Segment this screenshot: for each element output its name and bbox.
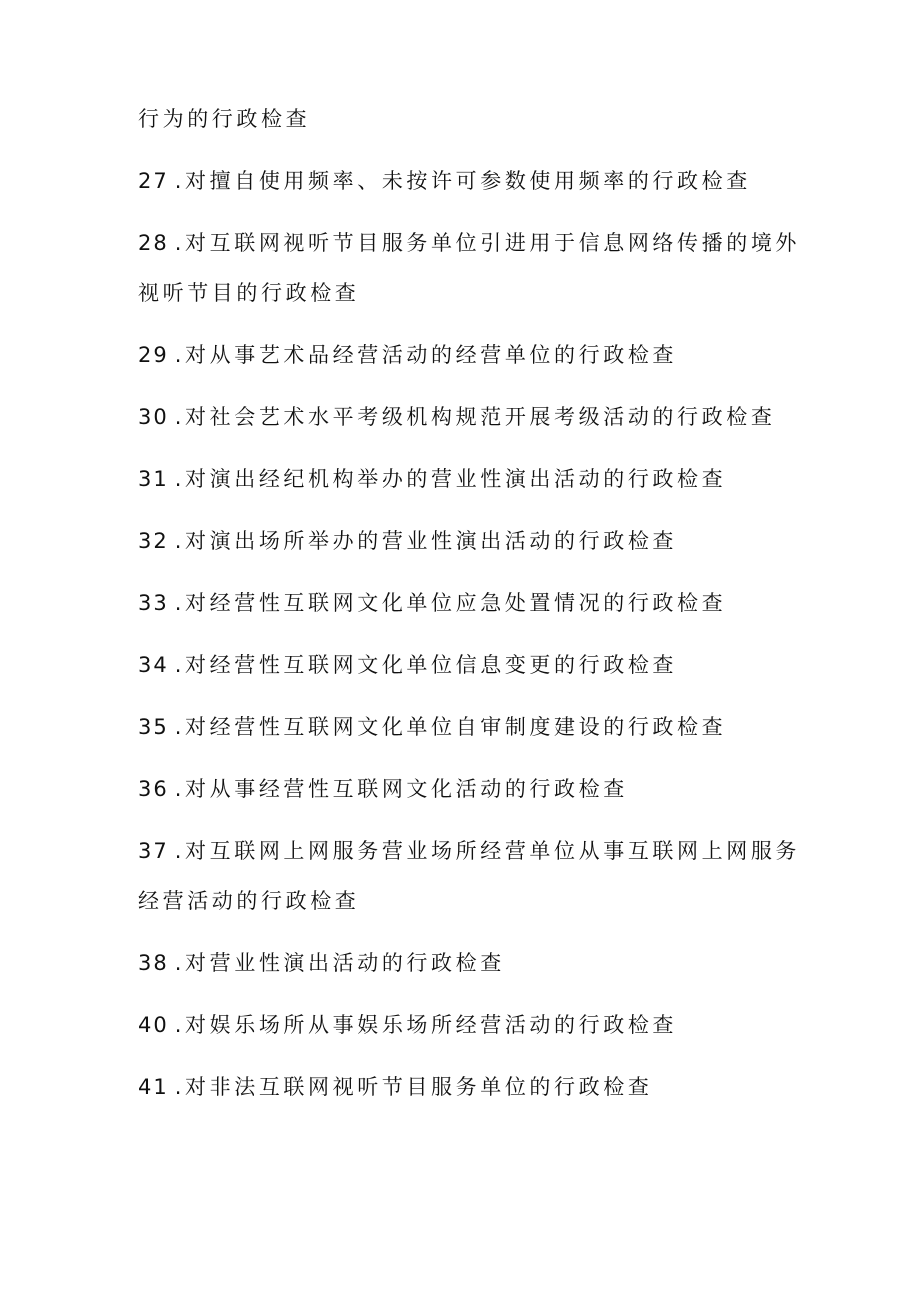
item-number: 36: [138, 777, 169, 801]
item-text: 对经营性互联网文化单位信息变更的行政检查: [185, 653, 678, 677]
item-text: 对营业性演出活动的行政检查: [185, 951, 505, 975]
list-item-32: [138, 522, 788, 560]
item-text: 对演出经纪机构举办的营业性演出活动的行政检查: [185, 467, 727, 491]
item-number: 27: [138, 169, 169, 193]
item-text: 行为的行政检查: [138, 107, 311, 131]
list-item-28-continued: [138, 274, 788, 312]
item-separator: .: [174, 231, 186, 255]
list-item-37-continued: [138, 882, 788, 920]
item-number: 37: [138, 839, 169, 863]
item-separator: .: [174, 777, 186, 801]
item-number: 30: [138, 405, 169, 429]
item-text: 对擅自使用频率、未按许可参数使用频率的行政检查: [185, 169, 751, 193]
item-separator: .: [174, 529, 186, 553]
item-separator: .: [174, 1013, 186, 1037]
list-item-27: [138, 162, 788, 200]
item-text: 对互联网上网服务营业场所经营单位从事互联网上网服务: [185, 839, 801, 863]
item-separator: .: [174, 591, 186, 615]
list-item-33: [138, 584, 788, 622]
item-number: 29: [138, 343, 169, 367]
item-separator: .: [174, 405, 186, 429]
item-number: 28: [138, 231, 169, 255]
item-separator: .: [174, 467, 186, 491]
list-item-35: [138, 708, 788, 746]
list-item-40: [138, 1006, 788, 1044]
item-text-continued: 视听节目的行政检查: [138, 281, 360, 305]
item-text: 对经营性互联网文化单位应急处置情况的行政检查: [185, 591, 727, 615]
item-separator: .: [174, 951, 186, 975]
item-text: 对演出场所举办的营业性演出活动的行政检查: [185, 529, 678, 553]
item-number: 32: [138, 529, 169, 553]
item-text: 对从事艺术品经营活动的经营单位的行政检查: [185, 343, 678, 367]
list-item-38: [138, 944, 788, 982]
item-separator: .: [174, 715, 186, 739]
item-separator: .: [174, 1075, 186, 1099]
item-separator: .: [174, 839, 186, 863]
list-item-36: [138, 770, 788, 808]
item-text: 对社会艺术水平考级机构规范开展考级活动的行政检查: [185, 405, 776, 429]
list-item-30: [138, 398, 788, 436]
item-number: 40: [138, 1013, 169, 1037]
list-item-34: [138, 646, 788, 684]
item-number: 35: [138, 715, 169, 739]
item-separator: .: [174, 343, 186, 367]
inspection-list: [138, 100, 801, 1130]
list-item-31: [138, 460, 788, 498]
item-text: 对互联网视听节目服务单位引进用于信息网络传播的境外: [185, 231, 801, 255]
item-number: 31: [138, 467, 169, 491]
item-number: 33: [138, 591, 169, 615]
item-text-continued: 经营活动的行政检查: [138, 889, 360, 913]
item-separator: .: [174, 653, 186, 677]
list-item-continuation: [138, 100, 788, 138]
item-number: 34: [138, 653, 169, 677]
item-number: 38: [138, 951, 169, 975]
item-separator: .: [174, 169, 186, 193]
item-number: 41: [138, 1075, 169, 1099]
item-text: 对从事经营性互联网文化活动的行政检查: [185, 777, 628, 801]
list-item-28: [138, 224, 801, 262]
item-text: 对非法互联网视听节目服务单位的行政检查: [185, 1075, 653, 1099]
list-item-41: [138, 1068, 788, 1106]
item-text: 对经营性互联网文化单位自审制度建设的行政检查: [185, 715, 727, 739]
list-item-29: [138, 336, 788, 374]
list-item-37: [138, 832, 801, 870]
item-text: 对娱乐场所从事娱乐场所经营活动的行政检查: [185, 1013, 678, 1037]
